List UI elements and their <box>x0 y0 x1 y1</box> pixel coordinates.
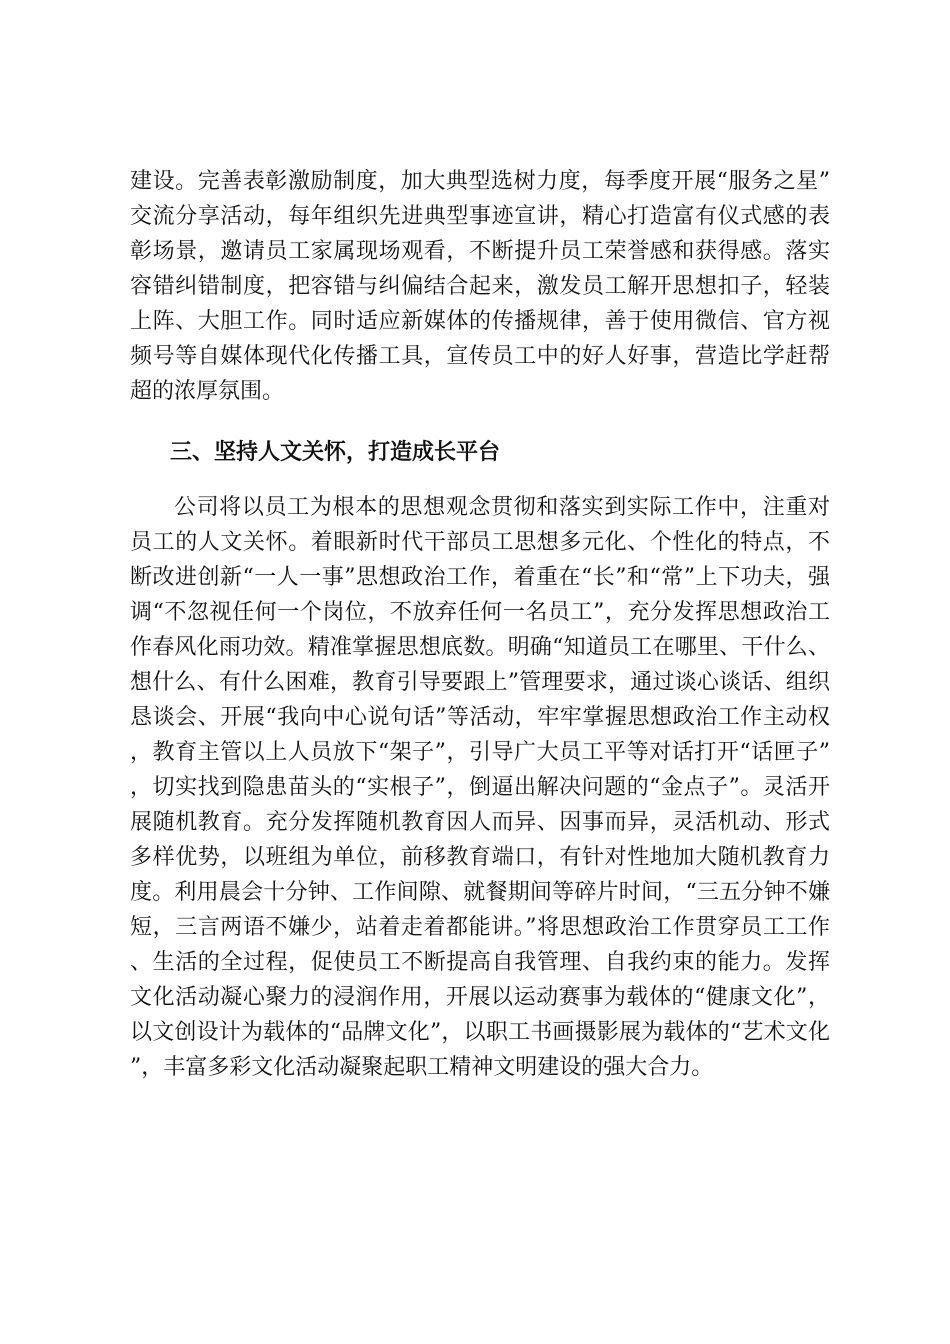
section-heading: 三、坚持人文关怀，打造成长平台 <box>170 440 501 465</box>
paragraph-continued: 建设。完善表彰激励制度，加大典型选树力度，每季度开展“服务之星”交流分享活动，每年组织先进典型事迹宣讲，精心打造富有仪式感的表彰场景，邀请员工家属现场观看，不断提升员工荣誉感和获得感。落实容错纠错制度，把容错与纠偏结合起来，激发员工解开思想扣子，轻装上阵、大胆工作。同时适应新媒体的传播规律，善于使用微信、官方视频号等自媒体现代化传播工具，宣传员工中的好人好事，营造比学赶帮超的浓厚氛围。 <box>130 169 830 404</box>
document-body <box>130 164 830 1085</box>
paragraph-main: 公司将以员工为根本的思想观念贯彻和落实到实际工作中，注重对员工的人文关怀。着眼新时代干部员工思想多元化、个性化的特点，不断改进创新“一人一事”思想政治工作，着重在“长”和“常”上下功夫，强调“不忽视任何一个岗位，不放弃任何一名员工”，充分发挥思想政治工作春风化雨功效。精准掌握思想底数。明确“知道员工在哪里、干什么、想什么、有什么困难，教育引导要跟上”管理要求，通过谈心谈话、组织恳谈会、开展“我向中心说句话”等活动，牢牢掌握思想政治工作主动权，教育主管以上人员放下“架子”，引导广大员工平等对话打开“话匣子”，切实找到隐患苗头的“实根子”，倒逼出解决问题的“金点子”。灵活开展随机教育。充分发挥随机教育因人而异、因事而异，灵活机动、形式多样优势，以班组为单位，前移教育端口，有针对性地加大随机教育力度。利用晨会十分钟、工作间隙、就餐期间等碎片时间，“三五分钟不嫌短，三言两语不嫌少，站着走着都能讲。”将思想政治工作贯穿员工工作、生活的全过程，促使员工不断提高自我管理、自我约束的能力。发挥文化活动凝心聚力的浸润作用，开展以运动赛事为载体的“健康文化”，以文创设计为载体的“品牌文化”，以职工书画摄影展为载体的“艺术文化”，丰富多彩文化活动凝聚起职工精神文明建设的强大合力。 <box>130 495 830 1080</box>
